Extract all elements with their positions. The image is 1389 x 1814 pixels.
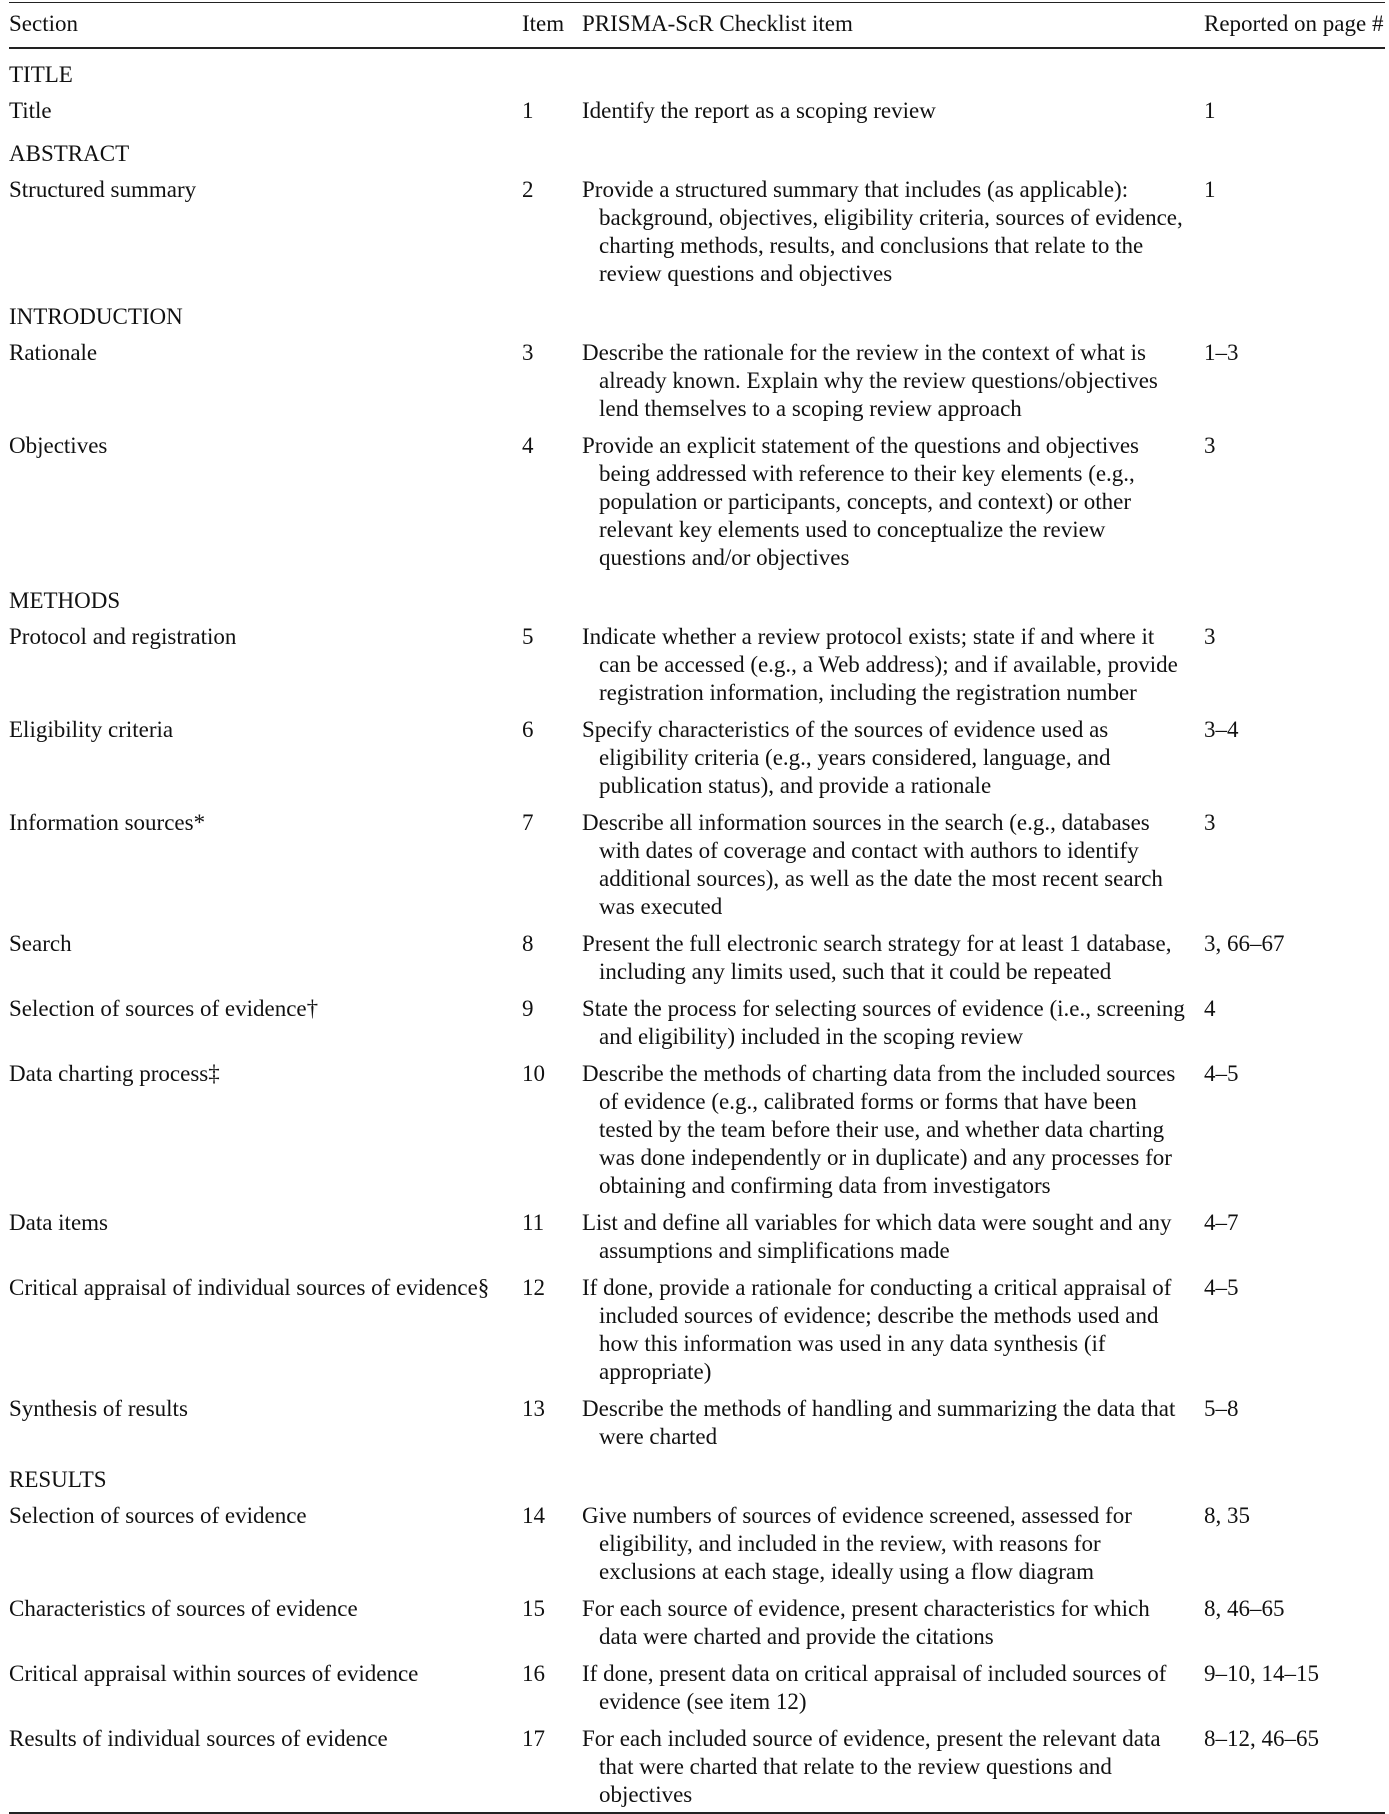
checklist-item-cell: Provide a structured summary that includes (as applicable): background, objectives, eligibility criteria, sources of evidence, charting methods, results, and conclusions that relate to the review questions and objectives — [582, 177, 1183, 286]
reported-page-cell: 1 — [1204, 98, 1216, 123]
header-reported-page: Reported on page # — [1204, 11, 1384, 36]
item-number-cell: 9 — [522, 996, 534, 1021]
table-row — [9, 1654, 1385, 1719]
checklist-item-cell: Present the full electronic search strategy for at least 1 database, including any limits used, such that it could be repeated — [582, 931, 1172, 984]
reported-page-cell: 1 — [1204, 177, 1216, 202]
section-heading: INTRODUCTION — [9, 304, 183, 329]
table-row — [9, 1496, 1385, 1589]
checklist-item-cell: Describe the rationale for the review in the context of what is already known. Explain why the review questions/objectives lend themselves to a scoping review approach — [582, 340, 1158, 421]
reported-page-cell: 8, 35 — [1204, 1503, 1250, 1528]
section-cell: Rationale — [9, 340, 98, 365]
section-heading-row — [9, 575, 1385, 617]
table-row — [9, 426, 1385, 575]
section-heading: TITLE — [9, 62, 73, 87]
section-heading-row — [9, 1454, 1385, 1496]
section-cell: Synthesis of results — [9, 1396, 188, 1421]
item-number-cell: 14 — [522, 1503, 545, 1528]
section-cell: Objectives — [9, 433, 108, 458]
section-cell: Critical appraisal of individual sources of evidence§ — [9, 1275, 490, 1300]
reported-page-cell: 1–3 — [1204, 340, 1239, 365]
reported-page-cell: 3, 66–67 — [1204, 931, 1285, 956]
header-section: Section — [9, 11, 78, 36]
section-cell: Selection of sources of evidence† — [9, 996, 319, 1021]
section-heading: METHODS — [9, 588, 121, 613]
item-number-cell: 5 — [522, 624, 534, 649]
checklist-item-cell: If done, present data on critical appraisal of included sources of evidence (see item 12) — [582, 1661, 1167, 1714]
item-number-cell: 1 — [522, 98, 534, 123]
section-cell: Protocol and registration — [9, 624, 237, 649]
checklist-item-cell: Describe the methods of handling and summarizing the data that were charted — [582, 1396, 1176, 1449]
reported-page-cell: 4–7 — [1204, 1210, 1239, 1235]
header-item: Item — [522, 11, 565, 36]
table-row — [9, 1589, 1385, 1654]
checklist-item-cell: Give numbers of sources of evidence screened, assessed for eligibility, and included in the review, with reasons for exclusions at each stage, ideally using a flow diagram — [582, 1503, 1132, 1584]
reported-page-cell: 4–5 — [1204, 1061, 1239, 1086]
section-cell: Structured summary — [9, 177, 197, 202]
reported-page-cell: 3 — [1204, 433, 1216, 458]
reported-page-cell: 4–5 — [1204, 1275, 1239, 1300]
item-number-cell: 12 — [522, 1275, 545, 1300]
reported-page-cell: 3–4 — [1204, 717, 1239, 742]
item-number-cell: 7 — [522, 810, 534, 835]
item-number-cell: 13 — [522, 1396, 545, 1421]
checklist-item-cell: Describe all information sources in the search (e.g., databases with dates of coverage and contact with authors to identify additional sources), as well as the date the most recent search was executed — [582, 810, 1163, 919]
checklist-item-cell: Indicate whether a review protocol exists; state if and where it can be accessed (e.g., a Web address); and if available, provide registration information, including the registration number — [582, 624, 1178, 705]
table-row — [9, 924, 1385, 989]
section-heading-row — [9, 48, 1385, 91]
item-number-cell: 10 — [522, 1061, 545, 1086]
section-cell: Data charting process‡ — [9, 1061, 220, 1086]
checklist-item-cell: Describe the methods of charting data from the included sources of evidence (e.g., calibrated forms or forms that have been tested by the team before their use, and whether data charting was done independently or in duplicate) and any processes for obtaining and confirming data from investigators — [582, 1061, 1176, 1198]
item-number-cell: 6 — [522, 717, 534, 742]
checklist-item-cell: If done, provide a rationale for conducting a critical appraisal of included sources of evidence; describe the methods used and how this information was used in any data synthesis (if appropriate) — [582, 1275, 1172, 1384]
table-row — [9, 1054, 1385, 1203]
item-number-cell: 2 — [522, 177, 534, 202]
checklist-item-cell: Identify the report as a scoping review — [582, 98, 936, 123]
section-cell: Title — [9, 98, 52, 123]
section-cell: Characteristics of sources of evidence — [9, 1596, 358, 1621]
checklist-item-cell: Provide an explicit statement of the questions and objectives being addressed with reference to their key elements (e.g., population or participants, concepts, and context) or other relevant key elements used to conceptualize the review questions and/or objectives — [582, 433, 1139, 570]
item-number-cell: 11 — [522, 1210, 545, 1235]
table-row — [9, 333, 1385, 426]
reported-page-cell: 9–10, 14–15 — [1204, 1661, 1319, 1686]
section-heading-row — [9, 128, 1385, 170]
table-row — [9, 989, 1385, 1054]
section-cell: Information sources* — [9, 810, 206, 835]
section-cell: Data items — [9, 1210, 108, 1235]
reported-page-cell: 3 — [1204, 624, 1216, 649]
reported-page-cell: 5–8 — [1204, 1396, 1239, 1421]
item-number-cell: 3 — [522, 340, 534, 365]
section-cell: Results of individual sources of evidence — [9, 1726, 388, 1751]
prisma-scr-checklist-table — [9, 2, 1385, 1814]
item-number-cell: 8 — [522, 931, 534, 956]
section-cell: Selection of sources of evidence — [9, 1503, 307, 1528]
table-row — [9, 1268, 1385, 1389]
section-heading-row — [9, 291, 1385, 333]
checklist-item-cell: For each included source of evidence, present the relevant data that were charted that relate to the review questions and objectives — [582, 1726, 1161, 1807]
item-number-cell: 15 — [522, 1596, 545, 1621]
reported-page-cell: 8–12, 46–65 — [1204, 1726, 1319, 1751]
section-cell: Critical appraisal within sources of evidence — [9, 1661, 419, 1686]
reported-page-cell: 4 — [1204, 996, 1216, 1021]
checklist-item-cell: List and define all variables for which data were sought and any assumptions and simplifications made — [582, 1210, 1172, 1263]
checklist-item-cell: State the process for selecting sources of evidence (i.e., screening and eligibility) included in the scoping review — [582, 996, 1185, 1049]
checklist-item-cell: Specify characteristics of the sources of evidence used as eligibility criteria (e.g., years considered, language, and publication status), and provide a rationale — [582, 717, 1111, 798]
table-row — [9, 1719, 1385, 1813]
checklist-item-cell: For each source of evidence, present characteristics for which data were charted and provide the citations — [582, 1596, 1150, 1649]
table-header-row — [9, 3, 1385, 49]
section-heading: ABSTRACT — [9, 141, 130, 166]
table-row — [9, 91, 1385, 128]
reported-page-cell: 8, 46–65 — [1204, 1596, 1285, 1621]
table-row — [9, 1389, 1385, 1454]
table-row — [9, 1203, 1385, 1268]
section-heading: RESULTS — [9, 1467, 107, 1492]
section-cell: Eligibility criteria — [9, 717, 174, 742]
section-cell: Search — [9, 931, 72, 956]
item-number-cell: 16 — [522, 1661, 545, 1686]
table-row — [9, 170, 1385, 291]
table-body — [9, 48, 1385, 1813]
item-number-cell: 17 — [522, 1726, 545, 1751]
table-row — [9, 617, 1385, 710]
reported-page-cell: 3 — [1204, 810, 1216, 835]
header-checklist-item: PRISMA-ScR Checklist item — [582, 11, 853, 36]
item-number-cell: 4 — [522, 433, 534, 458]
table-row — [9, 710, 1385, 803]
table-row — [9, 803, 1385, 924]
